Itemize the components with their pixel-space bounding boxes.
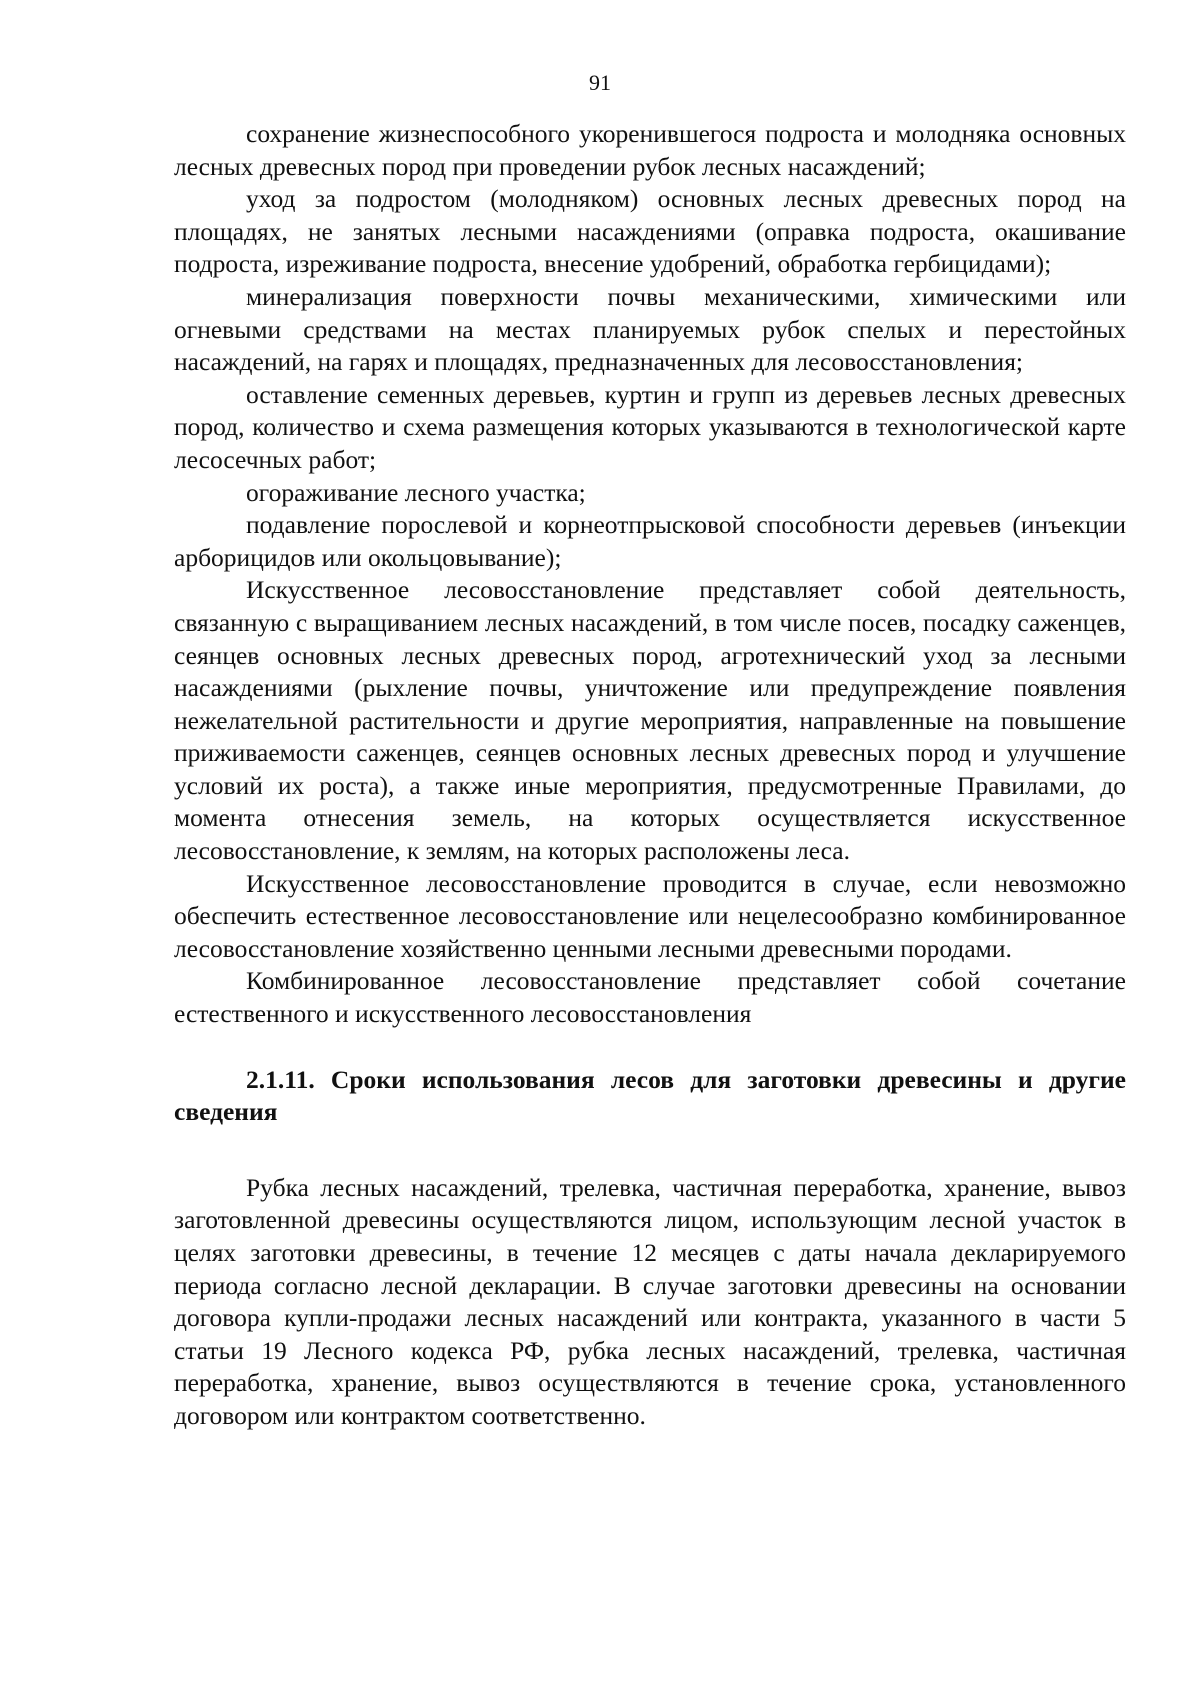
page-number: 91: [589, 70, 611, 95]
paragraph: Комбинированное лесовосстановление представляет собой сочетание естественного и искусственного лесовосстановления: [174, 966, 1126, 1029]
paragraph: подавление порослевой и корнеотпрысковой способности деревьев (инъекции арборицидов или окольцовывание);: [174, 510, 1126, 572]
paragraph: Искусственное лесовосстановление проводится в случае, если невозможно обеспечить естественное лесовосстановление или нецелесообразно комбинированное лесовосстановление хозяйственно ценными лесными древесными породами.: [174, 868, 1126, 963]
paragraph: Искусственное лесовосстановление представляет собой деятельность, связанную с выращиванием лесных насаждений, в том числе посев, посадку саженцев, сеянцев основных лесных древесных пород, агротехнический уход за лесными насаждениями (рыхление почвы, уничтожение или предупреждение появления нежелательной растительности и другие мероприятия, направленные на повышение приживаемости саженцев, сеянцев основных лесных древесных пород и улучшение условий их роста), а также иные мероприятия, предусмотренные Правилами, до момента отнесения земель, на которых осуществляется искусственное лесовосстановление, к землям, на которых расположены леса.: [174, 575, 1126, 866]
paragraph: уход за подростом (молодняком) основных лесных древесных пород на площадях, не занятых лесными насаждениями (оправка подроста, окашивание подроста, изреживание подроста, внесение удобрений, обработка гербицидами);: [174, 184, 1126, 279]
paragraph: огораживание лесного участка;: [246, 477, 586, 507]
paragraph: минерализация поверхности почвы механическими, химическими или огневыми средствами на местах планируемых рубок спелых и перестойных насаждений, на гарях и площадях, предназначенных для лесовосстановления;: [174, 281, 1126, 377]
paragraph: сохранение жизнеспособного укоренившегося подроста и молодняка основных лесных древесных пород при проведении рубок лесных насаждений;: [174, 119, 1126, 181]
document-body: [174, 118, 1126, 1433]
paragraph: Рубка лесных насаждений, трелевка, частичная переработка, хранение, вывоз заготовленной древесины осуществляются лицом, использующим лесной участок в целях заготовки древесины, в течение 12 месяцев с даты начала декларируемого периода согласно лесной декларации. В случае заготовки древесины на основании договора купли-продажи лесных насаждений или контракта, указанного в части 5 статьи 19 Лесного кодекса РФ, рубка лесных насаждений, трелевка, частичная переработка, хранение, вывоз осуществляются в течение срока, установленного договором или контрактом соответственно.: [174, 1172, 1126, 1430]
section-heading: 2.1.11. Сроки использования лесов для заготовки древесины и другие сведения: [174, 1064, 1126, 1127]
paragraph: оставление семенных деревьев, куртин и групп из деревьев лесных древесных пород, количество и схема размещения которых указываются в технологической карте лесосечных работ;: [174, 379, 1126, 474]
